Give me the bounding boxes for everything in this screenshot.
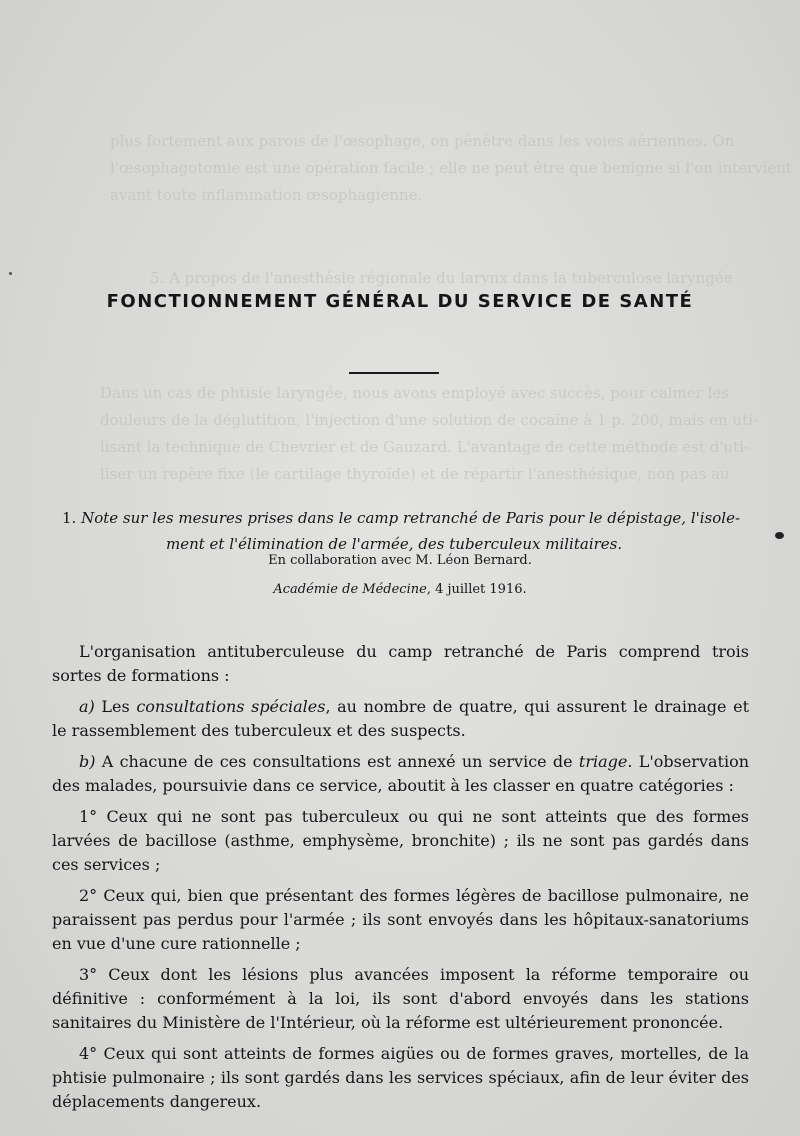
title-divider [349,372,439,374]
section-title: FONCTIONNEMENT GÉNÉRAL DU SERVICE DE SANTÉ [106,291,694,312]
academy-name: Académie de Médecine, [273,582,431,597]
paragraph-b-post: . L'observation des malades, poursuivie dans ce service, aboutit à les classer en quatre catégories : [52,752,750,795]
note-number: 1. [62,509,77,527]
category-1: 1° Ceux qui ne sont pas tuberculeux ou qui ne sont atteints que des formes larvées de bacillose (asthme, emphysème, bronchite) ; ils ne sont pas gardés dans ces services ; [52,807,749,874]
paragraph-a-label: a) [79,697,95,716]
bleed-through-text: plus fortement aux parois de l'œsophage, on pénètre dans les voies aériennes. On [110,132,735,150]
paragraph-a-pre: Les [101,697,130,716]
academy-date: 4 juillet 1916. [435,582,527,597]
note-title-line-1: Note sur les mesures prises dans le camp retranché de Paris pour le dépistage, l'isole- [81,509,741,527]
paragraph-a-emphasis: consultations spéciales [136,697,326,716]
bleed-through-text: l'œsophagotomie est une opération facile ; elle ne peut être que benigne si l'on intervient [110,159,793,177]
bleed-through-text: 5. A propos de l'anesthésie régionale du larynx dans la tuberculose laryngée [150,269,733,287]
bleed-through-text: liser un repère fixe (le cartilage thyroïde) et de répartir l'anesthésique, non pas au [100,465,730,483]
paragraph-b-emphasis: triage [578,752,628,771]
academy-citation [0,582,800,597]
paragraph-b-label: b) [79,752,96,771]
margin-speck [9,272,12,275]
paragraph-b-pre: A chacune de ces consultations est annexé un service de [101,752,573,771]
bleed-through-text: avant toute inflammation œsophagienne. [110,186,423,204]
category-3: 3° Ceux dont les lésions plus avancées imposent la réforme temporaire ou définitive : conformément à la loi, ils sont d'abord envoyés dans les stations sanitaires du Ministère de l'Intérieur, où la réforme est ultérieurement prononcée. [52,965,749,1032]
note-line-1 [62,505,742,531]
paragraph-b [52,750,749,798]
paragraph-a-post: , au nombre de quatre, qui assurent le drainage et le rassemblement des tuberculeux et des suspects. [52,697,750,740]
body-text [52,640,749,1121]
paragraph-intro: L'organisation antituberculeuse du camp retranché de Paris comprend trois sortes de formations : [52,642,749,685]
category-4: 4° Ceux qui sont atteints de formes aigües ou de formes graves, mortelles, de la phtisie pulmonaire ; ils sont gardés dans les services spéciaux, afin de leur éviter des déplacements dangereux. [52,1044,749,1111]
bleed-through-text: Dans un cas de phtisie laryngée, nous avons employé avec succès, pour calmer les [100,384,729,402]
category-2: 2° Ceux qui, bien que présentant des formes légères de bacillose pulmonaire, ne paraissent pas perdus pour l'armée ; ils sont envoyés dans les hôpitaux-sanatoriums en vue d'une cure rationnelle ; [52,886,749,953]
bleed-through-text: douleurs de la déglutition, l'injection d'une solution de cocaïne à 1 p. 200, mais en uti- [100,411,758,429]
bleed-through-text: lisant la technique de Chevrier et de Gauzard. L'avantage de cette méthode est d'uti- [100,438,749,456]
margin-ink-mark [775,532,784,539]
note-title-line-2: ment et l'élimination de l'armée, des tuberculeux militaires. [166,535,623,553]
paragraph-a [52,695,749,743]
note-heading [62,505,742,557]
collaboration-credit: En collaboration avec M. Léon Bernard. [268,553,532,568]
